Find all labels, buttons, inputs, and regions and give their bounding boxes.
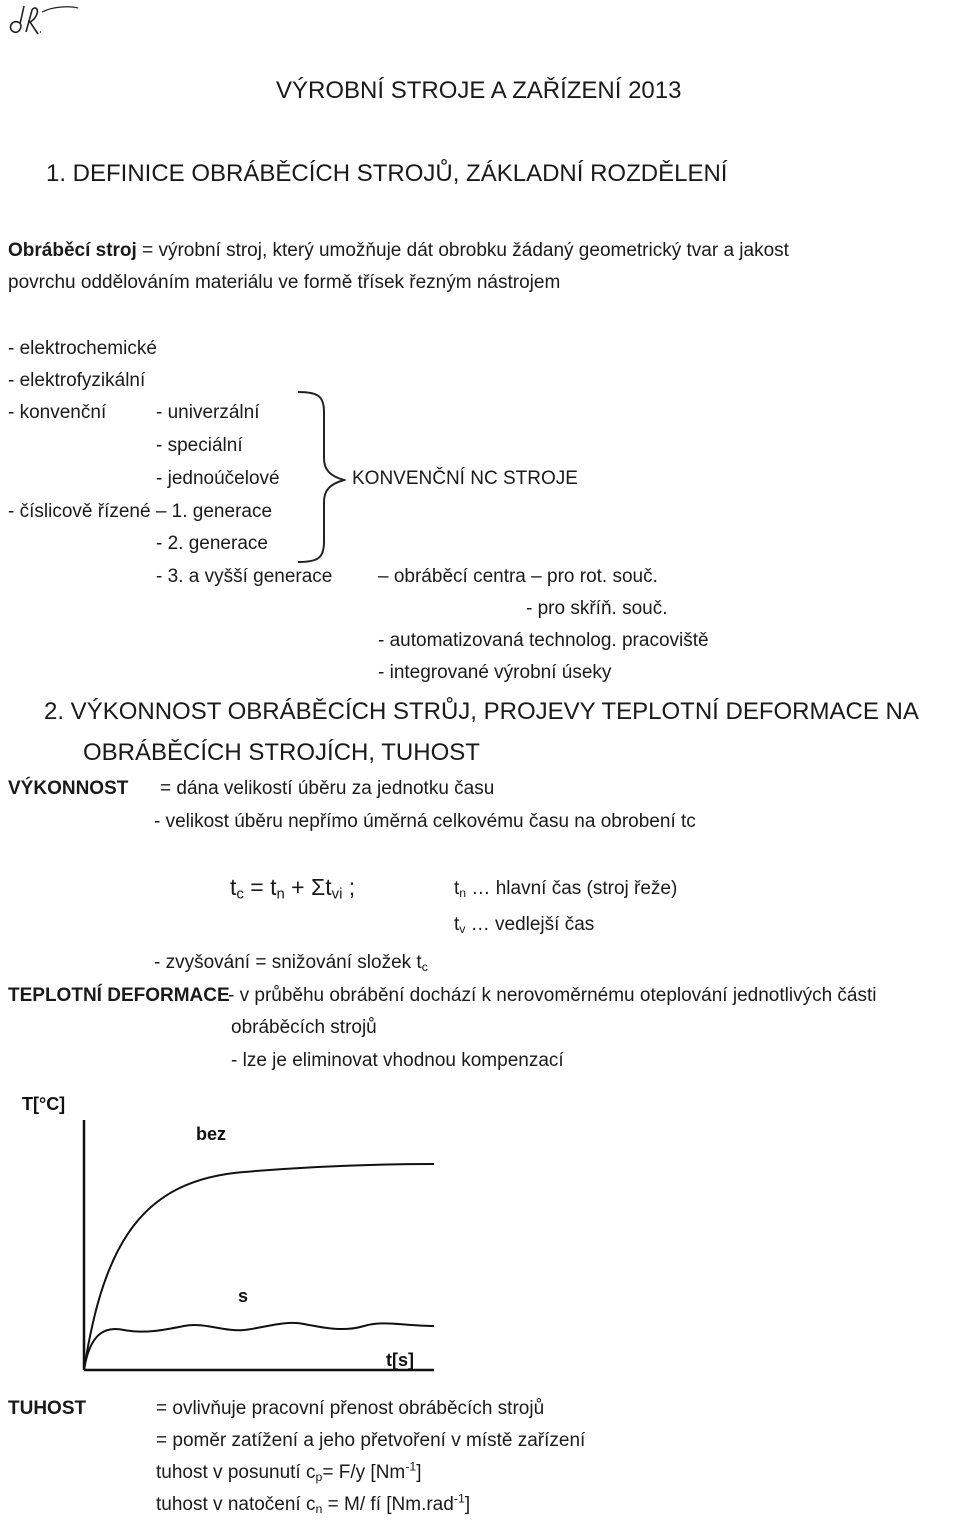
zvysovani-text: - zvyšování = snižování složek t — [154, 952, 422, 973]
time-formula — [230, 874, 356, 903]
item-elektrofyzikalni: - elektrofyzikální — [8, 370, 146, 391]
formula-eq: = t — [243, 874, 277, 900]
konvencni-nc-label: KONVENČNÍ NC STROJE — [352, 468, 578, 489]
item-automatizovana: - automatizovaná technolog. pracoviště — [378, 630, 709, 651]
legend-tv-t: t — [454, 914, 460, 935]
tuhost-3-sup: -1 — [405, 1459, 417, 1474]
zvysovani-sub: c — [421, 960, 428, 975]
legend-tv-text: … vedlejší čas — [465, 914, 595, 935]
zvysovani-line — [154, 952, 428, 974]
tuhost-line-1: = ovlivňuje pracovní přenost obráběcích strojů — [156, 1398, 545, 1419]
tuhost-line-2: = poměr zatížení a jeho přetvoření v místě zařízení — [156, 1430, 586, 1451]
item-cislicove: - číslicově řízené – 1. generace — [8, 501, 273, 522]
teplotni-definition-2: obráběcích strojů — [231, 1017, 377, 1038]
legend-tn — [454, 878, 677, 900]
definition-text: = výrobní stroj, který umožňuje dát obrobku žádaný geometrický tvar a jakost — [136, 240, 789, 261]
temperature-graph — [14, 1080, 444, 1380]
graph-y-label: T[°C] — [22, 1094, 66, 1114]
item-univerzalni: - univerzální — [156, 402, 260, 423]
formula-sub-n: n — [276, 885, 285, 903]
item-elektrochemicke: - elektrochemické — [8, 338, 157, 359]
tuhost-4-sub: n — [315, 1502, 323, 1517]
tuhost-4-sup: -1 — [453, 1491, 465, 1506]
item-generace-2: - 2. generace — [156, 533, 268, 554]
page-title: VÝROBNÍ STROJE A ZAŘÍZENÍ 2013 — [276, 77, 682, 104]
teplotni-definition-1: - v průběhu obrábění dochází k nerovoměrnému oteplování jednotlivých části — [228, 985, 877, 1006]
formula-t: t — [230, 874, 237, 900]
formula-sub-vi: vi — [331, 885, 343, 903]
formula-semicolon: ; — [342, 874, 356, 900]
curve-s — [84, 1323, 434, 1370]
definition-line-2: povrchu oddělováním materiálu ve formě třísek řezným nástrojem — [8, 272, 561, 293]
curly-brace — [296, 388, 346, 566]
legend-tv — [454, 914, 594, 936]
tuhost-4-b: = M/ fí [Nm.rad — [322, 1494, 454, 1515]
formula-sub-c: c — [236, 885, 244, 903]
teplotni-definition-3: - lze je eliminovat vhodnou kompenzací — [231, 1050, 564, 1071]
tuhost-3-b: = F/y [Nm — [322, 1462, 406, 1483]
vykonnost-note: - velikost úběru nepřímo úměrná celkovému času na obrobení tc — [154, 811, 696, 832]
tuhost-3-sub: p — [315, 1470, 323, 1485]
curve-bez — [84, 1164, 434, 1370]
tuhost-4-a: tuhost v natočení c — [156, 1494, 316, 1515]
tuhost-4-c: ] — [464, 1494, 471, 1515]
item-obrabeci-centra: – obráběcí centra – pro rot. souč. — [378, 566, 658, 587]
vykonnost-term: VÝKONNOST — [8, 778, 129, 799]
legend-tn-text: … hlavní čas (stroj řeže) — [466, 878, 678, 899]
item-integrovane: - integrované výrobní úseky — [378, 662, 612, 683]
vykonnost-definition: = dána velikostí úběru za jednotku času — [160, 778, 495, 799]
graph-label-bez: bez — [196, 1124, 227, 1144]
definition-term: Obráběcí stroj — [8, 240, 137, 261]
item-jednoucelove: - jednoúčelové — [156, 468, 280, 489]
legend-tv-sub: v — [459, 922, 466, 937]
item-skrinove: - pro skříň. souč. — [526, 598, 668, 619]
signature-logo — [4, 2, 82, 46]
tuhost-term: TUHOST — [8, 1398, 87, 1419]
legend-tn-sub: n — [459, 886, 467, 901]
tuhost-line-3 — [156, 1459, 422, 1485]
graph-label-s: s — [238, 1286, 249, 1306]
legend-tn-t: t — [454, 878, 460, 899]
tuhost-3-a: tuhost v posunutí c — [156, 1462, 316, 1483]
graph-x-label: t[s] — [386, 1350, 414, 1370]
section2-heading-line-2: OBRÁBĚCÍCH STROJÍCH, TUHOST — [83, 739, 480, 766]
item-konvencni: - konvenční — [8, 402, 107, 423]
section1-heading: 1. DEFINICE OBRÁBĚCÍCH STROJŮ, ZÁKLADNÍ ROZDĚLENÍ — [46, 160, 728, 187]
definition-line-1 — [8, 240, 789, 262]
formula-plus: + Σt — [284, 874, 332, 900]
tuhost-3-c: ] — [416, 1462, 422, 1483]
item-specialni: - speciální — [156, 435, 243, 456]
section2-heading: 2. VÝKONNOST OBRÁBĚCÍCH STRŮJ, PROJEVY TEPLOTNÍ DEFORMACE NA — [44, 698, 919, 725]
item-generace-3: - 3. a vyšší generace — [156, 566, 333, 587]
tuhost-line-4 — [156, 1491, 471, 1517]
teplotni-deformace-term: TEPLOTNÍ DEFORMACE — [8, 985, 230, 1006]
